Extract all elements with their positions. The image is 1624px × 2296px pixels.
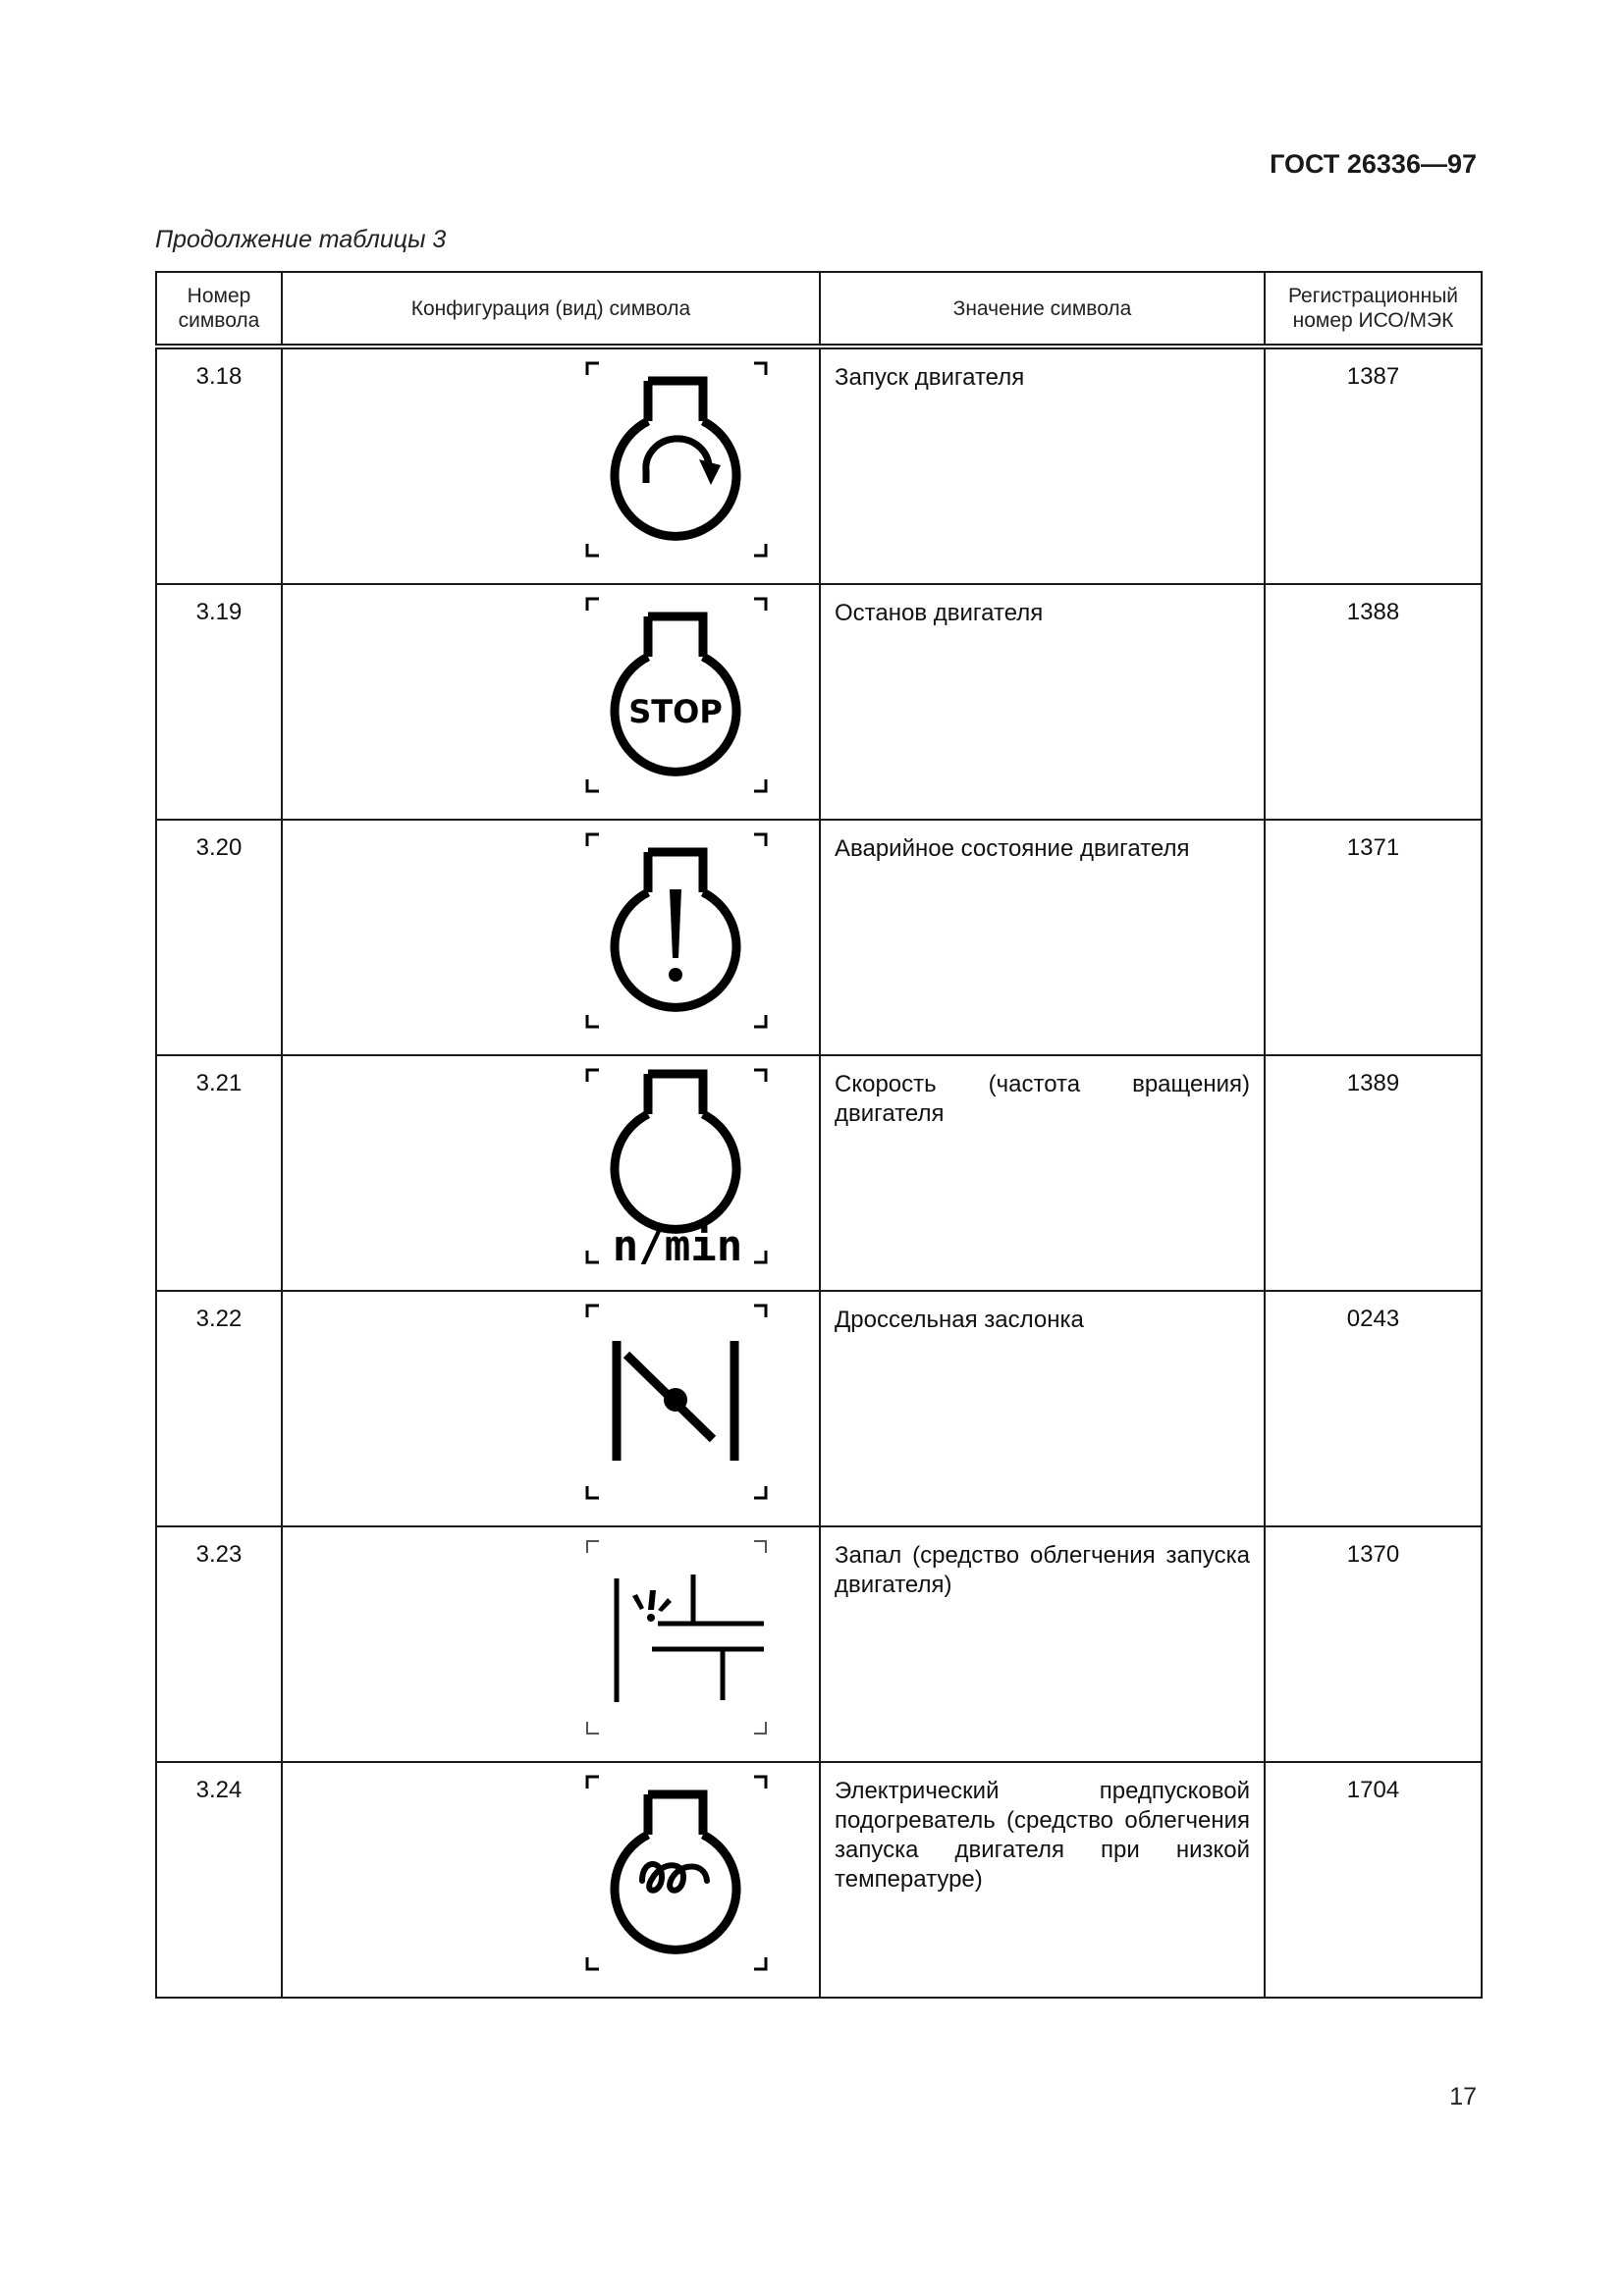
symbol-meaning: Запал (средство облегчения запуска двигателя) [820, 1526, 1265, 1762]
symbol-meaning: Аварийное состояние двигателя [820, 820, 1265, 1055]
rpm-label: n/min [612, 1221, 743, 1271]
table-row [156, 1526, 1482, 1762]
symbol-configuration [282, 1055, 820, 1291]
registration-number: 1389 [1265, 1055, 1482, 1291]
stop-label: STOP [628, 693, 723, 730]
symbol-configuration [282, 347, 820, 584]
symbol-meaning: Останов двигателя [820, 584, 1265, 820]
symbol-configuration [282, 584, 820, 820]
throttle-icon [283, 1292, 819, 1512]
symbols-table [155, 271, 1483, 1999]
table-row [156, 584, 1482, 820]
table-row [156, 1291, 1482, 1526]
symbol-number: 3.24 [156, 1762, 282, 1998]
column-header-number: Номер символа [156, 272, 282, 347]
registration-number: 1370 [1265, 1526, 1482, 1762]
symbol-meaning: Скорость (частота вращения) двигателя [820, 1055, 1265, 1291]
document-code: ГОСТ 26336—97 [1270, 149, 1477, 179]
symbol-meaning: Запуск двигателя [820, 347, 1265, 584]
symbol-configuration [282, 1762, 820, 1998]
table-row [156, 820, 1482, 1055]
symbol-number: 3.23 [156, 1526, 282, 1762]
symbol-meaning: Дроссельная заслонка [820, 1291, 1265, 1526]
symbol-configuration [282, 820, 820, 1055]
symbol-number: 3.20 [156, 820, 282, 1055]
table-header-row [156, 272, 1482, 347]
symbol-number: 3.18 [156, 347, 282, 584]
column-header-configuration: Конфигурация (вид) символа [282, 272, 820, 347]
symbol-number: 3.21 [156, 1055, 282, 1291]
registration-number: 1387 [1265, 347, 1482, 584]
symbol-number: 3.22 [156, 1291, 282, 1526]
electric-preheater-icon [283, 1763, 819, 1983]
starting-aid-icon [283, 1527, 819, 1747]
engine-speed-icon [283, 1056, 819, 1276]
column-header-registration: Регистрационный номер ИСО/МЭК [1265, 272, 1482, 347]
page-number: 17 [1449, 2083, 1477, 2110]
registration-number: 0243 [1265, 1291, 1482, 1526]
registration-number: 1704 [1265, 1762, 1482, 1998]
registration-number: 1388 [1265, 584, 1482, 820]
table-continuation-caption: Продолжение таблицы 3 [155, 226, 447, 253]
table-row [156, 1762, 1482, 1998]
symbol-number: 3.19 [156, 584, 282, 820]
engine-start-icon [283, 349, 819, 569]
table-row [156, 347, 1482, 584]
symbol-configuration [282, 1526, 820, 1762]
registration-number: 1371 [1265, 820, 1482, 1055]
column-header-meaning: Значение символа [820, 272, 1265, 347]
symbol-configuration [282, 1291, 820, 1526]
symbol-meaning: Электрический предпусковой подогреватель (средство облегчения запуска двигателя при низкой температуре) [820, 1762, 1265, 1998]
engine-malfunction-icon [283, 821, 819, 1041]
engine-stop-icon [283, 585, 819, 805]
table-row [156, 1055, 1482, 1291]
